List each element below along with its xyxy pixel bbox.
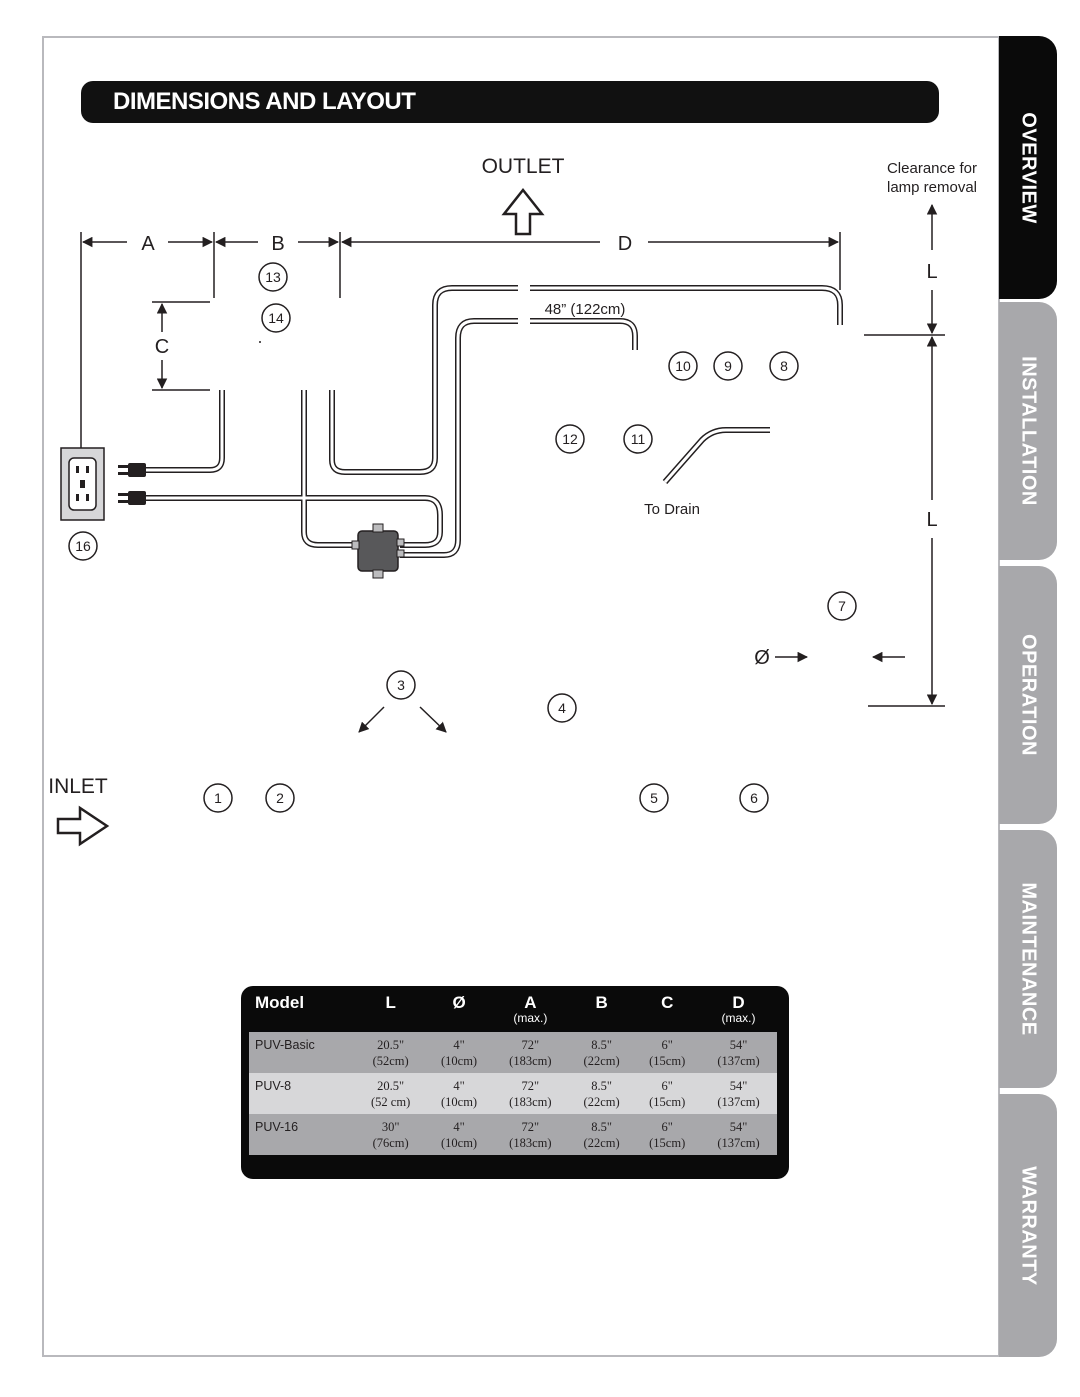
- imperial-value: 6": [661, 1079, 673, 1093]
- imperial-value: 30": [381, 1120, 400, 1134]
- callout-5: [640, 784, 668, 812]
- callout-number: 16: [75, 538, 91, 554]
- dimension-cell: [492, 1032, 569, 1073]
- dim-l-label-main: L: [926, 509, 938, 531]
- dimension-cell: [426, 1032, 492, 1073]
- callout-12: [556, 425, 584, 453]
- callout-13: [259, 263, 287, 291]
- callout-8: [770, 352, 798, 380]
- metric-value: (22cm): [583, 1095, 620, 1109]
- imperial-value: 72": [521, 1079, 540, 1093]
- metric-value: (15cm): [649, 1136, 686, 1150]
- header-l: L: [385, 993, 396, 1012]
- header-model: Model: [255, 993, 305, 1012]
- dim-c-label: C: [154, 336, 170, 358]
- inlet-label: INLET: [48, 775, 108, 798]
- tab-operation-label: OPERATION: [1017, 634, 1040, 756]
- tab-installation[interactable]: [999, 302, 1057, 560]
- imperial-value: 4": [453, 1038, 465, 1052]
- section-title: DIMENSIONS AND LAYOUT: [113, 88, 416, 115]
- dimension-cell: [426, 1073, 492, 1114]
- imperial-value: 20.5": [377, 1079, 405, 1093]
- callout-9: [714, 352, 742, 380]
- header-diameter: Ø: [452, 993, 466, 1012]
- dim-b-label: B: [271, 233, 285, 255]
- callout-number: 10: [675, 358, 691, 374]
- callout-group: [69, 263, 856, 812]
- wall-outlet-icon: [61, 448, 104, 520]
- metric-value: (183cm): [509, 1054, 552, 1068]
- metric-value: (183cm): [509, 1136, 552, 1150]
- dim-d-label: D: [617, 233, 633, 255]
- model-cell: PUV-8: [249, 1073, 355, 1114]
- metric-value: (10cm): [441, 1136, 478, 1150]
- metric-value: (137cm): [717, 1136, 760, 1150]
- metric-value: (15cm): [649, 1095, 686, 1109]
- dimensions-table: [249, 994, 777, 1155]
- imperial-value: 8.5": [591, 1079, 612, 1093]
- callout-number: 1: [214, 790, 222, 806]
- model-cell: PUV-Basic: [249, 1032, 355, 1073]
- header-b: B: [595, 993, 608, 1012]
- outlet-label: OUTLET: [481, 155, 565, 178]
- metric-value: (52 cm): [371, 1095, 411, 1109]
- callout-number: 9: [724, 358, 732, 374]
- metric-value: (137cm): [717, 1054, 760, 1068]
- metric-value: (137cm): [717, 1095, 760, 1109]
- metric-value: (15cm): [649, 1054, 686, 1068]
- metric-value: (10cm): [441, 1095, 478, 1109]
- dimensions-table-panel: [241, 986, 789, 1179]
- outlet-arrow-icon: [504, 190, 542, 234]
- dimension-cell: [426, 1114, 492, 1155]
- callout-10: [669, 352, 697, 380]
- plug-icon: [118, 491, 146, 505]
- table-row: [249, 1114, 777, 1155]
- imperial-value: 6": [661, 1120, 673, 1134]
- dimension-cell: [700, 1032, 777, 1073]
- callout-number: 11: [630, 431, 646, 447]
- callout-6: [740, 784, 768, 812]
- imperial-value: 6": [661, 1038, 673, 1052]
- dimension-cell: [355, 1032, 426, 1073]
- metric-value: (22cm): [583, 1054, 620, 1068]
- metric-value: (52cm): [372, 1054, 409, 1068]
- callout-number: 3: [397, 677, 405, 693]
- cord-length-label: 48” (122cm): [544, 301, 626, 318]
- dimension-cell: [569, 1073, 635, 1114]
- junction-box-icon: [352, 524, 404, 578]
- callout-number: 8: [780, 358, 788, 374]
- imperial-value: 72": [521, 1120, 540, 1134]
- imperial-value: 4": [453, 1079, 465, 1093]
- tab-warranty-label: WARRANTY: [1017, 1165, 1040, 1286]
- callout-14: [262, 304, 290, 332]
- dimension-cell: [700, 1073, 777, 1114]
- imperial-value: 54": [729, 1038, 748, 1052]
- callout-2: [266, 784, 294, 812]
- dimension-cell: [492, 1073, 569, 1114]
- callout-number: 14: [268, 310, 284, 326]
- callout-number: 5: [650, 790, 658, 806]
- metric-value: (183cm): [509, 1095, 552, 1109]
- callout-number: 7: [838, 598, 846, 614]
- dimension-cell: [634, 1114, 700, 1155]
- callout-number: 12: [562, 431, 578, 447]
- dimension-cell: [355, 1073, 426, 1114]
- dimension-cell: [700, 1114, 777, 1155]
- callout-3: [387, 671, 415, 699]
- imperial-value: 8.5": [591, 1120, 612, 1134]
- dim-diameter-label: Ø: [754, 647, 770, 669]
- callout-4: [548, 694, 576, 722]
- dimension-cell: [355, 1114, 426, 1155]
- metric-value: (76cm): [372, 1136, 409, 1150]
- callout-number: 2: [276, 790, 284, 806]
- callout-16: [69, 532, 97, 560]
- plug-icon: [118, 463, 146, 477]
- dimension-cell: [492, 1114, 569, 1155]
- tab-operation[interactable]: [999, 566, 1057, 824]
- table-row: [249, 1032, 777, 1073]
- imperial-value: 4": [453, 1120, 465, 1134]
- clearance-line1: Clearance for: [886, 160, 978, 177]
- tab-warranty[interactable]: [999, 1094, 1057, 1357]
- imperial-value: 8.5": [591, 1038, 612, 1052]
- tab-overview-label: OVERVIEW: [1017, 111, 1040, 224]
- tab-overview[interactable]: [999, 36, 1057, 299]
- callout-1: [204, 784, 232, 812]
- header-d: D (max.): [721, 993, 756, 1025]
- callout-number: 4: [558, 700, 566, 716]
- tab-maintenance[interactable]: [999, 830, 1057, 1088]
- imperial-value: 72": [521, 1038, 540, 1052]
- imperial-value: 54": [729, 1120, 748, 1134]
- header-a: A (max.): [513, 993, 548, 1025]
- dim-a-label: A: [141, 233, 155, 255]
- tab-maintenance-label: MAINTENANCE: [1017, 882, 1040, 1036]
- model-cell: PUV-16: [249, 1114, 355, 1155]
- to-drain-label: To Drain: [644, 501, 700, 518]
- tab-installation-label: INSTALLATION: [1017, 356, 1040, 506]
- callout-3-arrows: [359, 707, 446, 732]
- callout-11: [624, 425, 652, 453]
- metric-value: (10cm): [441, 1054, 478, 1068]
- dimension-cell: [569, 1114, 635, 1155]
- table-header-row: [249, 994, 777, 1032]
- callout-7: [828, 592, 856, 620]
- dimension-cell: [634, 1073, 700, 1114]
- power-cables: [146, 288, 840, 555]
- inlet-arrow-icon: [58, 808, 107, 844]
- dimension-cell: [569, 1032, 635, 1073]
- dim-l-label-top: L: [926, 261, 938, 283]
- imperial-value: 54": [729, 1079, 748, 1093]
- header-c: C: [661, 993, 674, 1012]
- clearance-line2: lamp removal: [886, 179, 978, 196]
- imperial-value: 20.5": [377, 1038, 405, 1052]
- dimension-cell: [634, 1032, 700, 1073]
- callout-number: 13: [265, 269, 281, 285]
- table-row: [249, 1073, 777, 1114]
- callout-number: 6: [750, 790, 758, 806]
- metric-value: (22cm): [583, 1136, 620, 1150]
